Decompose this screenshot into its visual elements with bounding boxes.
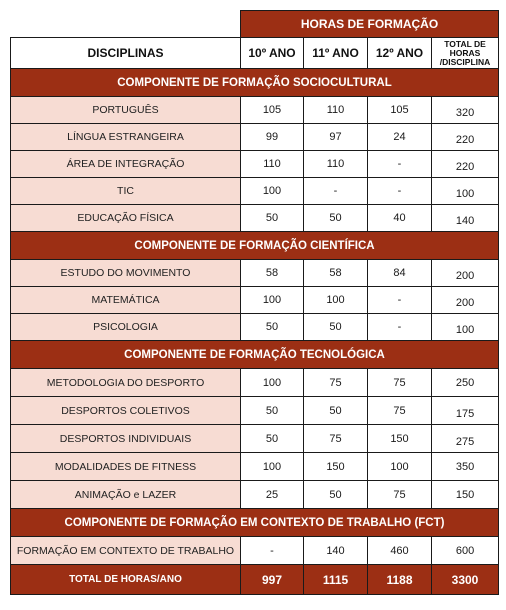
year-12-header: 12º ANO bbox=[368, 38, 432, 69]
year-10-value: 50 bbox=[241, 397, 304, 425]
year-11-value: 50 bbox=[304, 314, 368, 341]
year-10-value: 100 bbox=[241, 369, 304, 397]
total-value: 200 bbox=[432, 287, 499, 314]
year-11-value: - bbox=[304, 178, 368, 205]
subject-name: DESPORTOS INDIVIDUAIS bbox=[11, 425, 241, 453]
year-12-value: 75 bbox=[368, 397, 432, 425]
disciplines-header: DISCIPLINAS bbox=[11, 38, 241, 69]
year-10-value: 100 bbox=[241, 287, 304, 314]
total-value: 250 bbox=[432, 369, 499, 397]
subject-name: TIC bbox=[11, 178, 241, 205]
year-12-value: 460 bbox=[368, 537, 432, 565]
year-12-value: 24 bbox=[368, 124, 432, 151]
subject-name: ESTUDO DO MOVIMENTO bbox=[11, 260, 241, 287]
year-10-value: 58 bbox=[241, 260, 304, 287]
total-header: TOTAL DE HORAS /DISCIPLINA bbox=[432, 38, 499, 69]
hours-header-row bbox=[11, 11, 499, 38]
table-row bbox=[11, 537, 499, 565]
year-11-value: 150 bbox=[304, 453, 368, 481]
year-10-header: 10º ANO bbox=[241, 38, 304, 69]
subject-name: MATEMÁTICA bbox=[11, 287, 241, 314]
year-10-value: 100 bbox=[241, 453, 304, 481]
total-value: 275 bbox=[432, 425, 499, 453]
total-value: 350 bbox=[432, 453, 499, 481]
total-value: 600 bbox=[432, 537, 499, 565]
subject-name: ÁREA DE INTEGRAÇÃO bbox=[11, 151, 241, 178]
subject-name: FORMAÇÃO EM CONTEXTO DE TRABALHO bbox=[11, 537, 241, 565]
year-11-value: 140 bbox=[304, 537, 368, 565]
total-value: 175 bbox=[432, 397, 499, 425]
year-11-value: 50 bbox=[304, 481, 368, 509]
subject-name: LÍNGUA ESTRANGEIRA bbox=[11, 124, 241, 151]
table-row bbox=[11, 481, 499, 509]
table-row bbox=[11, 397, 499, 425]
year-11-value: 75 bbox=[304, 369, 368, 397]
section-row-sociocultural bbox=[11, 69, 499, 97]
table-row bbox=[11, 369, 499, 397]
year-10-value: 110 bbox=[241, 151, 304, 178]
total-value: 220 bbox=[432, 124, 499, 151]
subject-name: MODALIDADES DE FITNESS bbox=[11, 453, 241, 481]
column-header-row bbox=[11, 38, 499, 69]
total-value: 140 bbox=[432, 205, 499, 232]
year-12-value: 105 bbox=[368, 97, 432, 124]
year-10-value: 100 bbox=[241, 178, 304, 205]
year-12-value: 100 bbox=[368, 453, 432, 481]
year-10-value: 50 bbox=[241, 314, 304, 341]
section-row-tecnologica bbox=[11, 341, 499, 369]
totals-label: TOTAL DE HORAS/ANO bbox=[11, 565, 241, 595]
total-value: 100 bbox=[432, 178, 499, 205]
hours-table bbox=[10, 10, 499, 595]
table-row bbox=[11, 124, 499, 151]
total-value: 100 bbox=[432, 314, 499, 341]
year-11-header: 11º ANO bbox=[304, 38, 368, 69]
year-12-value: 40 bbox=[368, 205, 432, 232]
section-row-cientifica bbox=[11, 232, 499, 260]
year-12-value: 150 bbox=[368, 425, 432, 453]
total-value: 220 bbox=[432, 151, 499, 178]
year-12-value: 84 bbox=[368, 260, 432, 287]
year-10-value: 99 bbox=[241, 124, 304, 151]
year-12-value: - bbox=[368, 178, 432, 205]
subject-name: PSICOLOGIA bbox=[11, 314, 241, 341]
section-title: COMPONENTE DE FORMAÇÃO EM CONTEXTO DE TRABALHO (FCT) bbox=[11, 509, 499, 537]
total-value: 200 bbox=[432, 260, 499, 287]
year-11-value: 50 bbox=[304, 205, 368, 232]
year-11-value: 100 bbox=[304, 287, 368, 314]
subject-name: PORTUGUÊS bbox=[11, 97, 241, 124]
hours-title: HORAS DE FORMAÇÃO bbox=[241, 11, 499, 38]
year-11-value: 75 bbox=[304, 425, 368, 453]
subject-name: METODOLOGIA DO DESPORTO bbox=[11, 369, 241, 397]
total-year-12: 1188 bbox=[368, 565, 432, 595]
total-value: 150 bbox=[432, 481, 499, 509]
year-12-value: - bbox=[368, 314, 432, 341]
year-10-value: 50 bbox=[241, 205, 304, 232]
table-row bbox=[11, 260, 499, 287]
table-row bbox=[11, 178, 499, 205]
totals-row bbox=[11, 565, 499, 595]
table-row bbox=[11, 425, 499, 453]
year-11-value: 97 bbox=[304, 124, 368, 151]
section-row-fct bbox=[11, 509, 499, 537]
year-12-value: - bbox=[368, 151, 432, 178]
year-12-value: 75 bbox=[368, 369, 432, 397]
grand-total: 3300 bbox=[432, 565, 499, 595]
table-row bbox=[11, 97, 499, 124]
subject-name: EDUCAÇÃO FÍSICA bbox=[11, 205, 241, 232]
year-10-value: - bbox=[241, 537, 304, 565]
section-title: COMPONENTE DE FORMAÇÃO SOCIOCULTURAL bbox=[11, 69, 499, 97]
year-10-value: 50 bbox=[241, 425, 304, 453]
year-10-value: 25 bbox=[241, 481, 304, 509]
section-title: COMPONENTE DE FORMAÇÃO CIENTÍFICA bbox=[11, 232, 499, 260]
subject-name: ANIMAÇÃO e LAZER bbox=[11, 481, 241, 509]
table-row bbox=[11, 314, 499, 341]
year-11-value: 110 bbox=[304, 97, 368, 124]
table-row bbox=[11, 287, 499, 314]
table-row bbox=[11, 151, 499, 178]
year-11-value: 110 bbox=[304, 151, 368, 178]
year-12-value: 75 bbox=[368, 481, 432, 509]
year-11-value: 50 bbox=[304, 397, 368, 425]
year-12-value: - bbox=[368, 287, 432, 314]
blank-corner bbox=[11, 11, 241, 38]
total-year-11: 1115 bbox=[304, 565, 368, 595]
year-11-value: 58 bbox=[304, 260, 368, 287]
total-value: 320 bbox=[432, 97, 499, 124]
subject-name: DESPORTOS COLETIVOS bbox=[11, 397, 241, 425]
total-year-10: 997 bbox=[241, 565, 304, 595]
table-row bbox=[11, 205, 499, 232]
section-title: COMPONENTE DE FORMAÇÃO TECNOLÓGICA bbox=[11, 341, 499, 369]
year-10-value: 105 bbox=[241, 97, 304, 124]
table-row bbox=[11, 453, 499, 481]
